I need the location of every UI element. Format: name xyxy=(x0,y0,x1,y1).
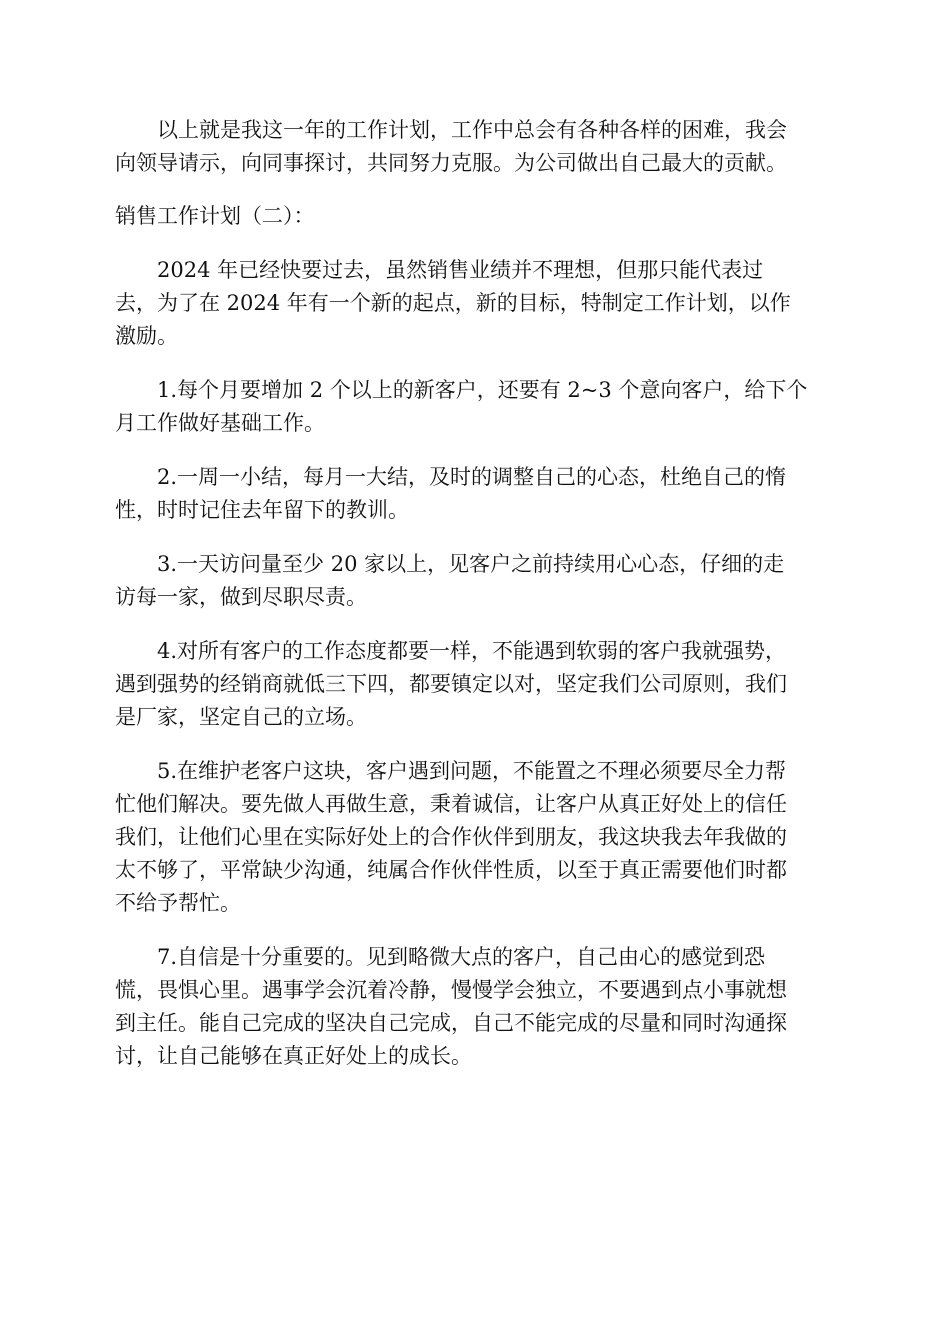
text-line: 性，时时记住去年留下的教训。 xyxy=(115,498,409,522)
text-line: 5.在维护老客户这块，客户遇到问题，不能置之不理必须要尽全力帮 xyxy=(157,759,787,783)
text-line: 我们，让他们心里在实际好处上的合作伙伴到朋友，我这块我去年我做的 xyxy=(115,825,787,849)
plan-item-3 xyxy=(115,548,833,614)
text-line: 1.每个月要增加 2 个以上的新客户，还要有 2~3 个意向客户，给下个 xyxy=(157,378,808,402)
text-line: 7.自信是十分重要的。见到略微大点的客户，自己由心的感觉到恐 xyxy=(157,945,766,969)
text-line: 是厂家，坚定自己的立场。 xyxy=(115,705,367,729)
plan-item-7 xyxy=(115,941,833,1073)
plan-item-2 xyxy=(115,461,833,527)
heading-text: 销售工作计划（二）： xyxy=(115,204,315,228)
text-line: 去，为了在 2024 年有一个新的起点，新的目标，特制定工作计划，以作 xyxy=(115,291,791,315)
text-line: 到主任。能自己完成的坚决自己完成，自己不能完成的尽量和同时沟通探 xyxy=(115,1011,787,1035)
text-line: 2.一周一小结，每月一大结，及时的调整自己的心态，杜绝自己的惰 xyxy=(157,465,787,489)
text-line: 访每一家，做到尽职尽责。 xyxy=(115,585,367,609)
plan-item-5 xyxy=(115,755,833,920)
text-line: 月工作做好基础工作。 xyxy=(115,411,325,435)
text-line: 不给予帮忙。 xyxy=(115,891,241,915)
text-line: 3.一天访问量至少 20 家以上，见客户之前持续用心心态，仔细的走 xyxy=(157,552,785,576)
text-line: 2024 年已经快要过去，虽然销售业绩并不理想，但那只能代表过 xyxy=(157,258,764,282)
text-line: 向领导请示，向同事探讨，共同努力克服。为公司做出自己最大的贡献。 xyxy=(115,151,787,175)
text-line: 忙他们解决。要先做人再做生意，秉着诚信，让客户从真正好处上的信任 xyxy=(115,792,787,816)
text-line: 4.对所有客户的工作态度都要一样，不能遇到软弱的客户我就强势， xyxy=(157,639,787,663)
text-line: 遇到强势的经销商就低三下四，都要镇定以对，坚定我们公司原则，我们 xyxy=(115,672,787,696)
paragraph-intro xyxy=(115,254,833,353)
paragraph-closing-summary xyxy=(115,114,833,180)
text-line: 以上就是我这一年的工作计划，工作中总会有各种各样的困难，我会 xyxy=(157,118,787,142)
text-line: 慌，畏惧心里。遇事学会沉着冷静，慢慢学会独立，不要遇到点小事就想 xyxy=(115,978,787,1002)
text-line: 太不够了，平常缺少沟通，纯属合作伙伴性质，以至于真正需要他们时都 xyxy=(115,858,787,882)
text-line: 讨，让自己能够在真正好处上的成长。 xyxy=(115,1044,472,1068)
text-line: 激励。 xyxy=(115,324,178,348)
plan-item-1 xyxy=(115,374,833,440)
plan-item-4 xyxy=(115,635,833,734)
document-body xyxy=(115,114,833,1073)
section-heading xyxy=(115,200,833,233)
